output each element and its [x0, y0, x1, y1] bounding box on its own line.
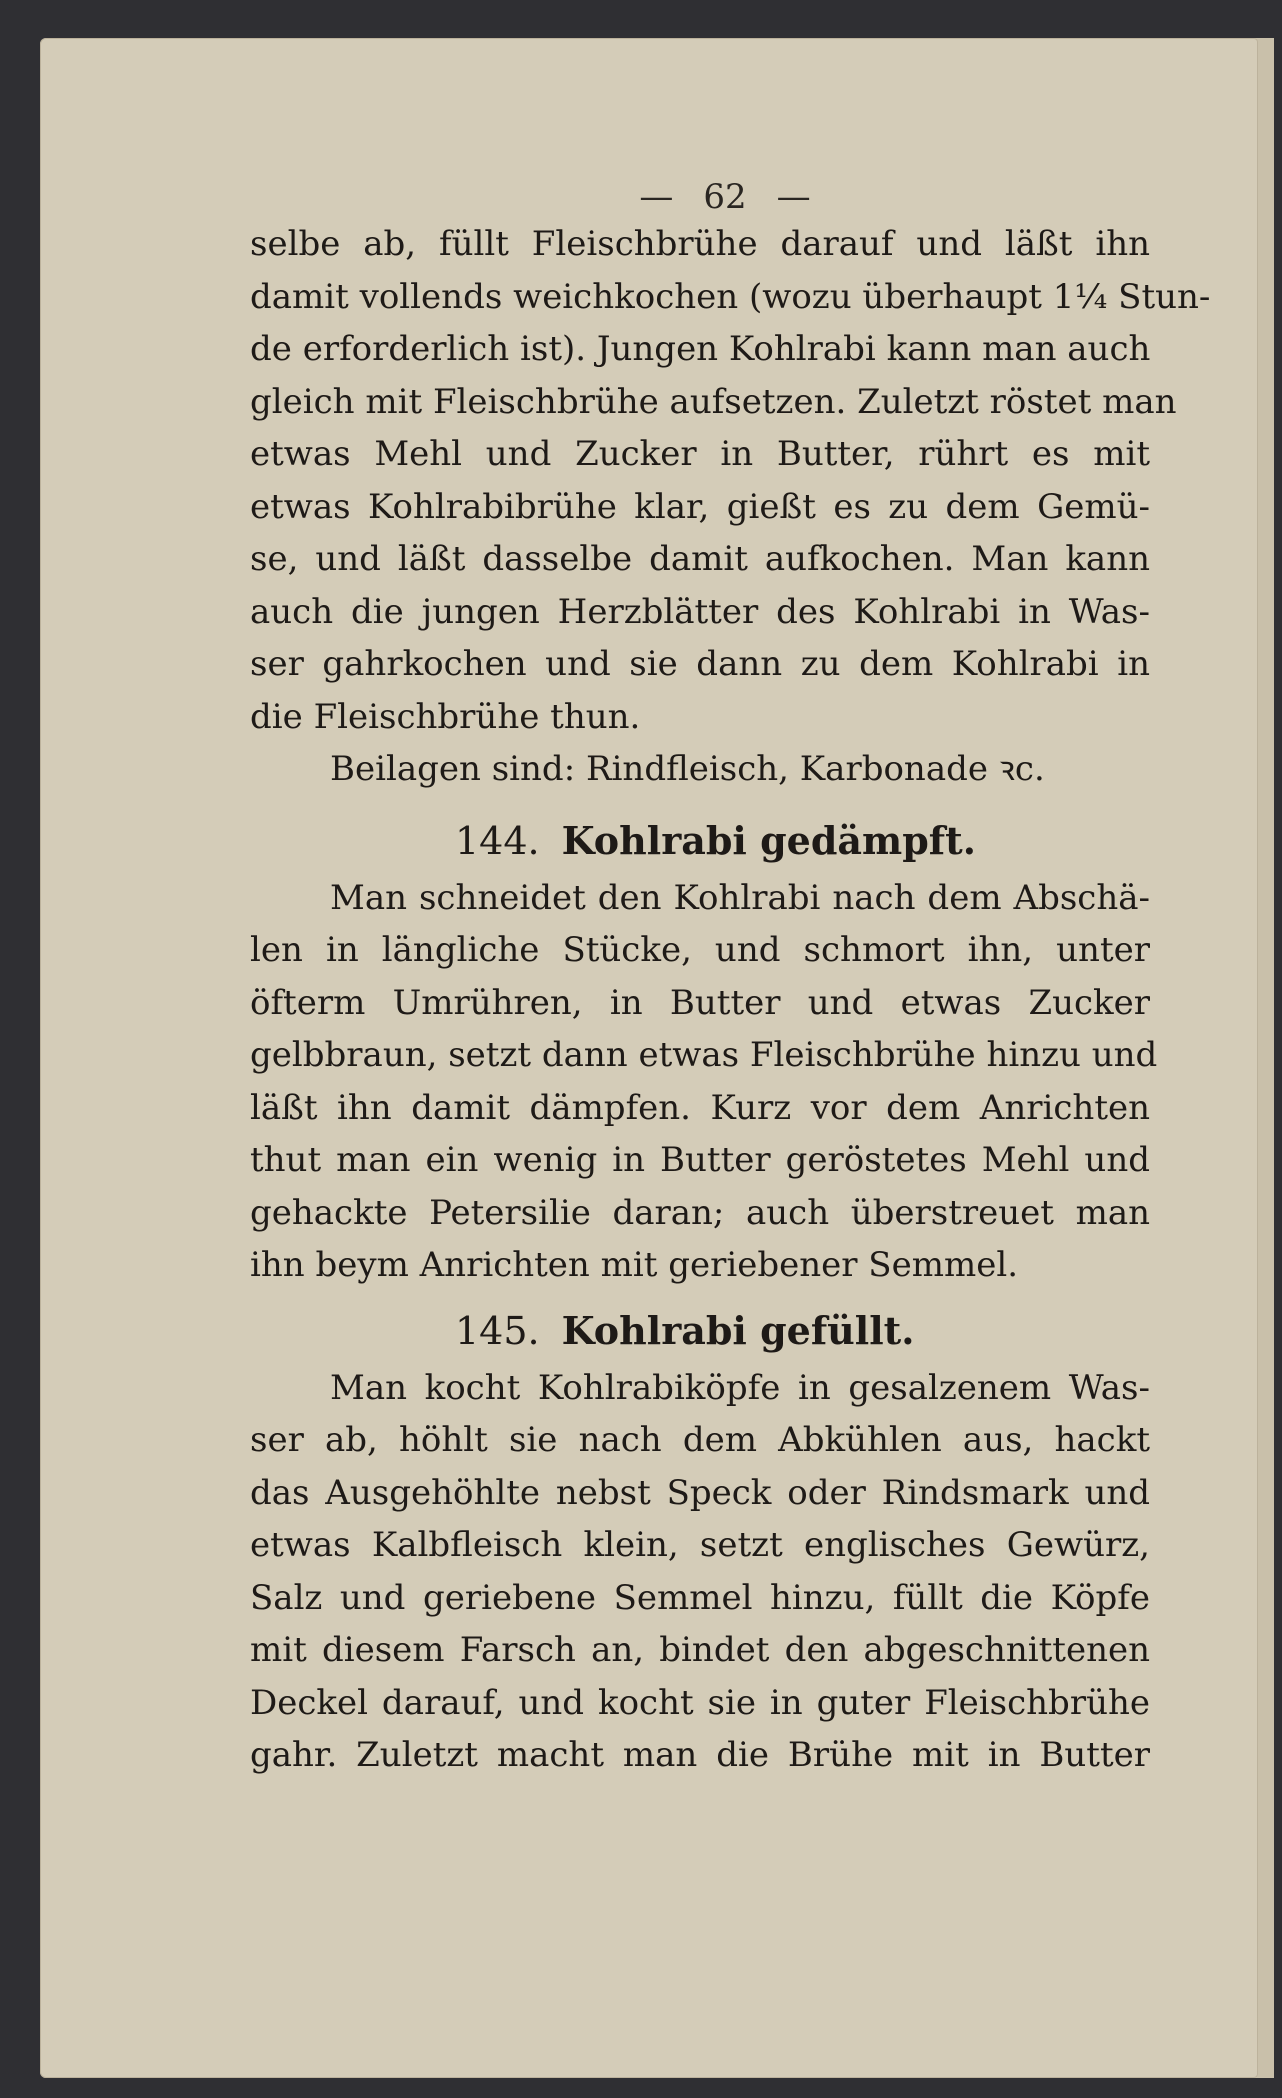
text-line: Man schneidet den Kohlrabi nach dem Abschä-	[330, 877, 1150, 918]
text-line: Deckel darauf, und kocht sie in guter Fleischbrühe	[250, 1682, 1150, 1723]
text-line: selbe ab, füllt Fleischbrühe darauf und läßt ihn	[250, 224, 1150, 264]
text-line: etwas Kalbfleisch klein, setzt englisches Gewürz,	[250, 1525, 1150, 1565]
text-line: thut man ein wenig in Butter geröstetes Mehl und	[250, 1140, 1150, 1180]
recipe-number: 144.	[455, 818, 540, 863]
text-line: auch die jungen Herzblätter des Kohlrabi in Was-	[250, 591, 1150, 632]
recipe-heading-144	[250, 810, 1150, 872]
header-dash-left: —	[639, 177, 674, 217]
text-line: de erforderlich ist). Jungen Kohlrabi kann man auch	[250, 329, 1151, 369]
text-line: gehackte Petersilie daran; auch überstreuet man	[250, 1192, 1150, 1233]
recipe-number: 145.	[455, 1308, 540, 1353]
text-line: Man kocht Kohlrabiköpfe in gesalzenem Was-	[330, 1367, 1150, 1408]
text-line: se, und läßt dasselbe damit aufkochen. Man kann	[250, 539, 1150, 579]
beilagen-line: Beilagen sind: Rindfleisch, Karbonade ꝛc.	[330, 749, 1045, 789]
text-line: gleich mit Fleischbrühe aufsetzen. Zuletzt röstet man	[250, 381, 1177, 422]
recipe-title: Kohlrabi gefüllt.	[561, 1307, 915, 1353]
page-number: 62	[703, 177, 747, 217]
text-line: etwas Mehl und Zucker in Butter, rührt es mit	[250, 434, 1150, 474]
text-line: läßt ihn damit dämpfen. Kurz vor dem Anrichten	[250, 1087, 1150, 1128]
text-line: das Ausgehöhlte nebst Speck oder Rindsmark und	[250, 1472, 1150, 1513]
text-line: mit diesem Farsch an, bindet den abgeschnittenen	[250, 1630, 1150, 1670]
text-line: etwas Kohlrabibrühe klar, gießt es zu dem Gemü-	[250, 486, 1150, 527]
text-line: damit vollends weichkochen (wozu überhaupt 1¼ Stun-	[250, 276, 1211, 317]
text-line: öfterm Umrühren, in Butter und etwas Zucker	[250, 982, 1150, 1023]
text-line: gahr. Zuletzt macht man die Brühe mit in Butter	[250, 1735, 1150, 1775]
recipe-heading-145	[250, 1300, 1150, 1362]
text-line: ihn beym Anrichten mit geriebener Semmel.	[250, 1245, 1019, 1285]
page-header	[505, 172, 945, 222]
text-line: len in längliche Stücke, und schmort ihn, unter	[250, 930, 1150, 970]
header-dash-right: —	[776, 177, 811, 217]
text-line: Salz und geriebene Semmel hinzu, füllt die Köpfe	[250, 1577, 1150, 1618]
text-line: die Fleischbrühe thun.	[250, 696, 641, 737]
text-line: ser ab, höhlt sie nach dem Abkühlen aus, hackt	[250, 1420, 1150, 1460]
page-text	[250, 218, 1211, 1782]
text-line: gelbbraun, setzt dann etwas Fleischbrühe hinzu und	[250, 1035, 1158, 1075]
text-line: ser gahrkochen und sie dann zu dem Kohlrabi in	[250, 644, 1150, 684]
recipe-title: Kohlrabi gedämpft.	[561, 817, 976, 863]
